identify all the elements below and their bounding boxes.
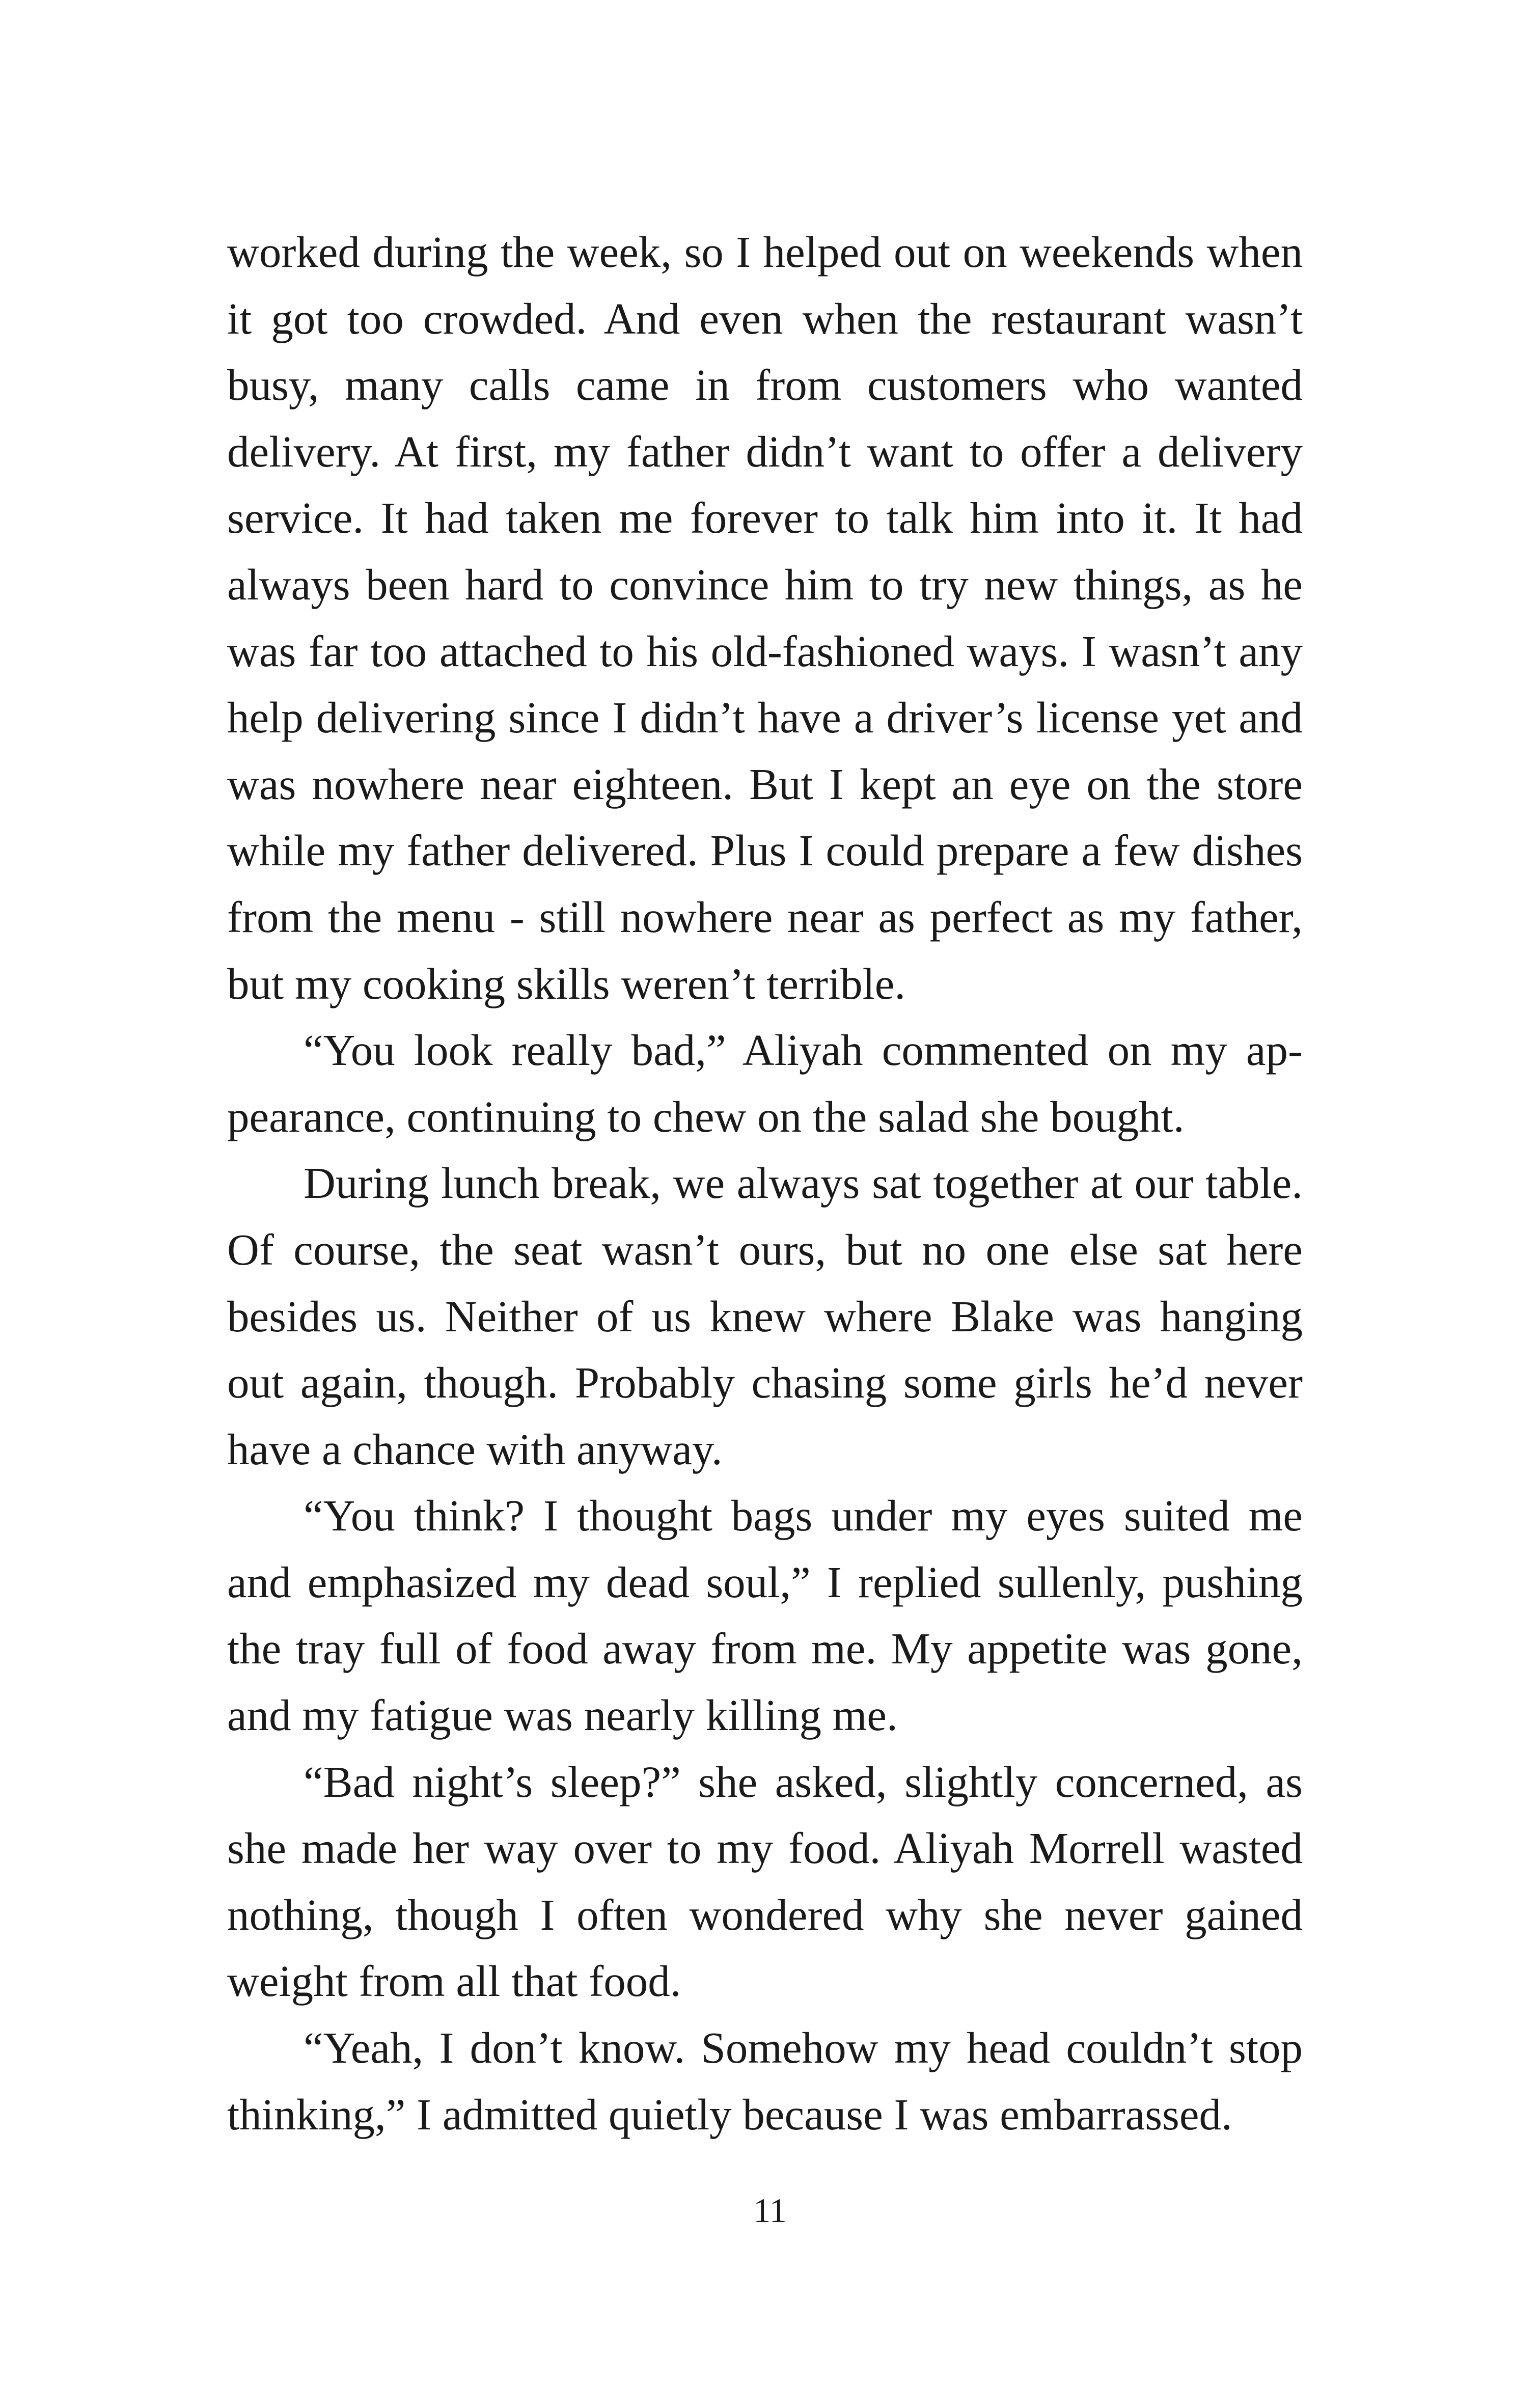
page-number: 11 [753,2191,787,2230]
paragraph: “You look really bad,” Aliyah commented on my appearance, continuing to chew on the salad she bought. [227,1025,1303,1141]
paragraph: During lunch break, we always sat together at our table. Of course, the seat wasn’t ours, but no one else sat here besides us. Neither of us knew where Blake was hanging out again, though. Probably chasing some girls he’d never have a chance with anyway. [227,1158,1303,1474]
body-text [227,219,1303,2148]
paragraph: “Bad night’s sleep?” she asked, slightly concerned, as she made her way over to my food. Aliyah Morrell wasted nothing, though I often wondered why she never gained weight from all that food. [227,1757,1303,2006]
paragraph: “You think? I thought bags under my eyes suited me and emphasized my dead soul,” I replied sullenly, pushing the tray full of food away from me. My appetite was gone, and my fatigue was nearly killing me. [227,1491,1303,1740]
paragraph: worked during the week, so I helped out on weekends when it got too crowded. And even when the restaurant wasn’t busy, many calls came in from customers who wanted delivery. At first, my father didn’t want to offer a delivery service. It had taken me forever to talk him into it. It had always been hard to convince him to try new things, as he was far too attached to his old-fashioned ways. I wasn’t any help delivering since I didn’t have a driver’s license yet and was nowhere near eighteen. But I kept an eye on the store while my father delivered. Plus I could prepare a few dishes from the menu - still nowhere near as perfect as my father, but my cooking skills weren’t terrible. [227,227,1303,1008]
paragraph: “Yeah, I don’t know. Somehow my head couldn’t stop thinking,” I admitted quietly because I was embarrassed. [227,2023,1303,2139]
